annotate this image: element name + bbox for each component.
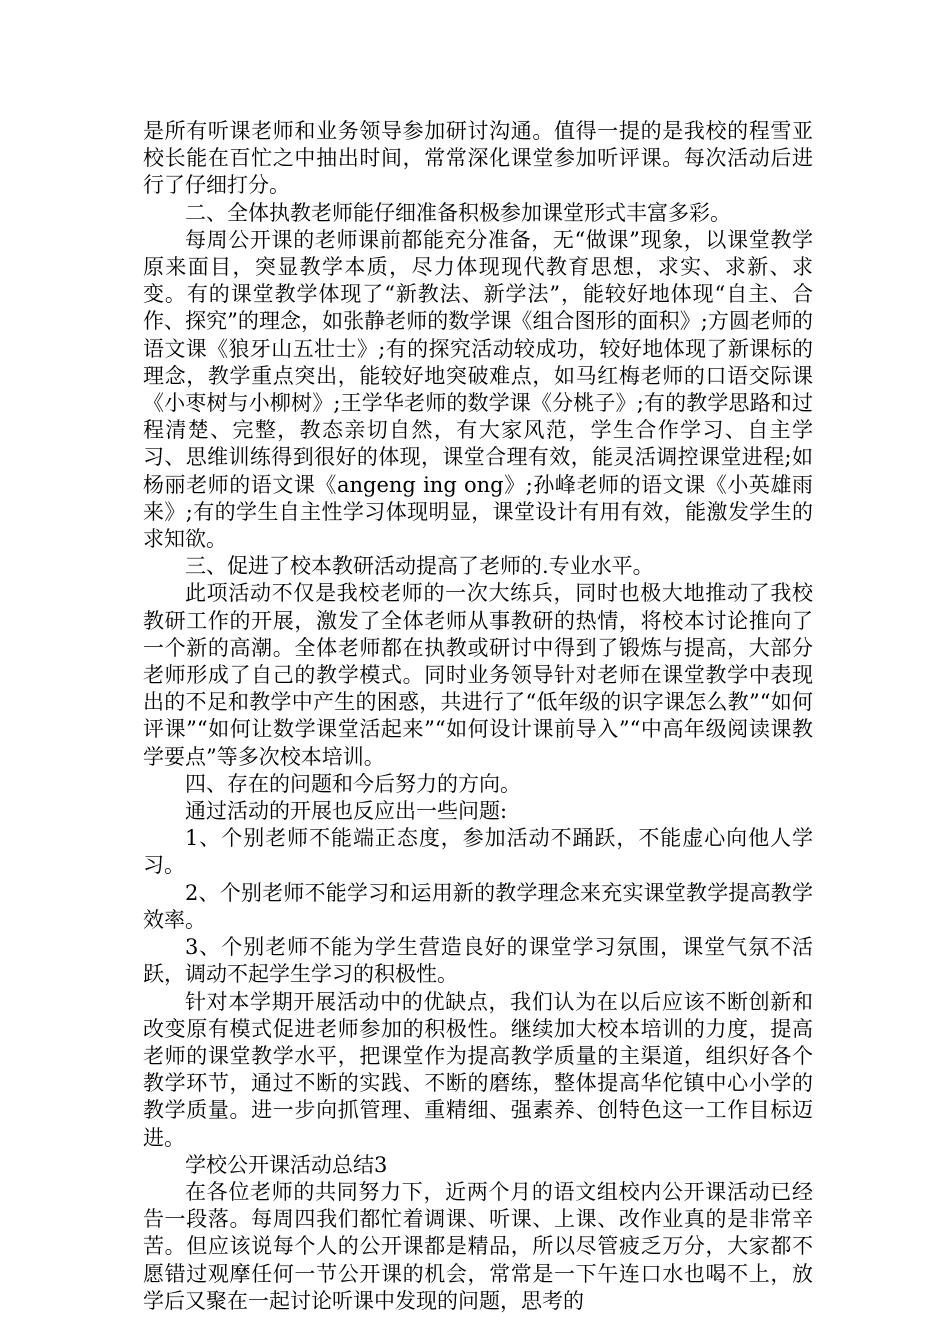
paragraph-body: 此项活动不仅是我校老师的一次大练兵，同时也极大地推动了我校教研工作的开展，激发了全体老师从事教研的热情，将校本讨论推向了一个新的高潮。全体老师都在执教或研讨中得到了锻炼与提高，大部分老师形成了自己的教学模式。同时业务领导针对老师在课堂教学中表现出的不足和教学中产生的困惑，共进行了“低年级的识字课怎么教”“如何评课”“如何让数学课堂活起来”“如何设计课前导入”“中高年级阅读课教学要点”等多次校本培训。 xyxy=(143,581,813,769)
paragraph-body: 每周公开课的老师课前都能充分准备，无“做课”现象，以课堂教学原来面目，突显教学本质，尽力体现现代教育思想，求实、求新、求变。有的课堂教学体现了“新教法、新学法”，能较好地体现“自主、合作、探究”的理念，如张静老师的数学课《组合图形的面积》;方圆老师的语文课《狼牙山五壮士》;有的探究活动较成功，较好地体现了新课标的理念，教学重点突出，能较好地突破难点，如马红梅老师的口语交际课《小枣树与小柳树》;王学华老师的数学课《分桃子》;有的教学思路和过程清楚、完整，教态亲切自然，有大家风范，学生合作学习、自主学习、思维训练得到很好的体现，课堂合理有效，能灵活调控课堂进程;如杨丽老师的语文课《angeng ing ong》;孙峰老师的语文课《小英雄雨来》;有的学生自主性学习体现明显，课堂设计有用有效，能激发学生的求知欲。 xyxy=(143,227,813,552)
list-item: 1、个别老师不能端正态度，参加活动不踊跃，不能虚心向他人学习。 xyxy=(143,826,813,878)
section-heading-3: 三、促进了校本教研活动提高了老师的.专业水平。 xyxy=(185,554,654,579)
list-item: 3、个别老师不能为学生营造良好的课堂学习氛围，课堂气氛不活跃，调动不起学生学习的积极性。 xyxy=(143,935,813,987)
paragraph-body: 在各位老师的共同努力下，近两个月的语文组校内公开课活动已经告一段落。每周四我们都忙着调课、听课、上课、改作业真的是非常辛苦。但应该说每个人的公开课都是精品，所以尽管疲乏万分，大家都不愿错过观摩任何一节公开课的机会，常常是一下午连口水也喝不上，放学后又聚在一起讨论听课中发现的问题，思考的 xyxy=(143,1179,813,1313)
list-item: 2、个别老师不能学习和运用新的教学理念来充实课堂教学提高教学效率。 xyxy=(143,880,813,932)
paragraph-body: 针对本学期开展活动中的优缺点，我们认为在以后应该不断创新和改变原有模式促进老师参加的积极性。继续加大校本培训的力度，提高老师的课堂教学水平，把课堂作为提高教学质量的主渠道，组织好各个教学环节，通过不断的实践、不断的磨练，整体提高华佗镇中心小学的教学质量。进一步向抓管理、重精细、强素养、创特色这一工作目标迈进。 xyxy=(143,989,813,1150)
section-heading-4: 四、存在的问题和今后努力的方向。 xyxy=(185,771,521,796)
paragraph-continuation: 是所有听课老师和业务领导参加研讨沟通。值得一提的是我校的程雪亚校长能在百忙之中抽出时间，常常深化课堂参加听评课。每次活动后进行了仔细打分。 xyxy=(143,119,813,198)
document-page xyxy=(143,118,813,1315)
article-title: 学校公开课活动总结3 xyxy=(185,1152,388,1177)
section-heading-2: 二、全体执教老师能仔细准备积极参加课堂形式丰富多彩。 xyxy=(185,200,731,225)
paragraph-body: 通过活动的开展也反应出一些问题: xyxy=(185,799,508,824)
